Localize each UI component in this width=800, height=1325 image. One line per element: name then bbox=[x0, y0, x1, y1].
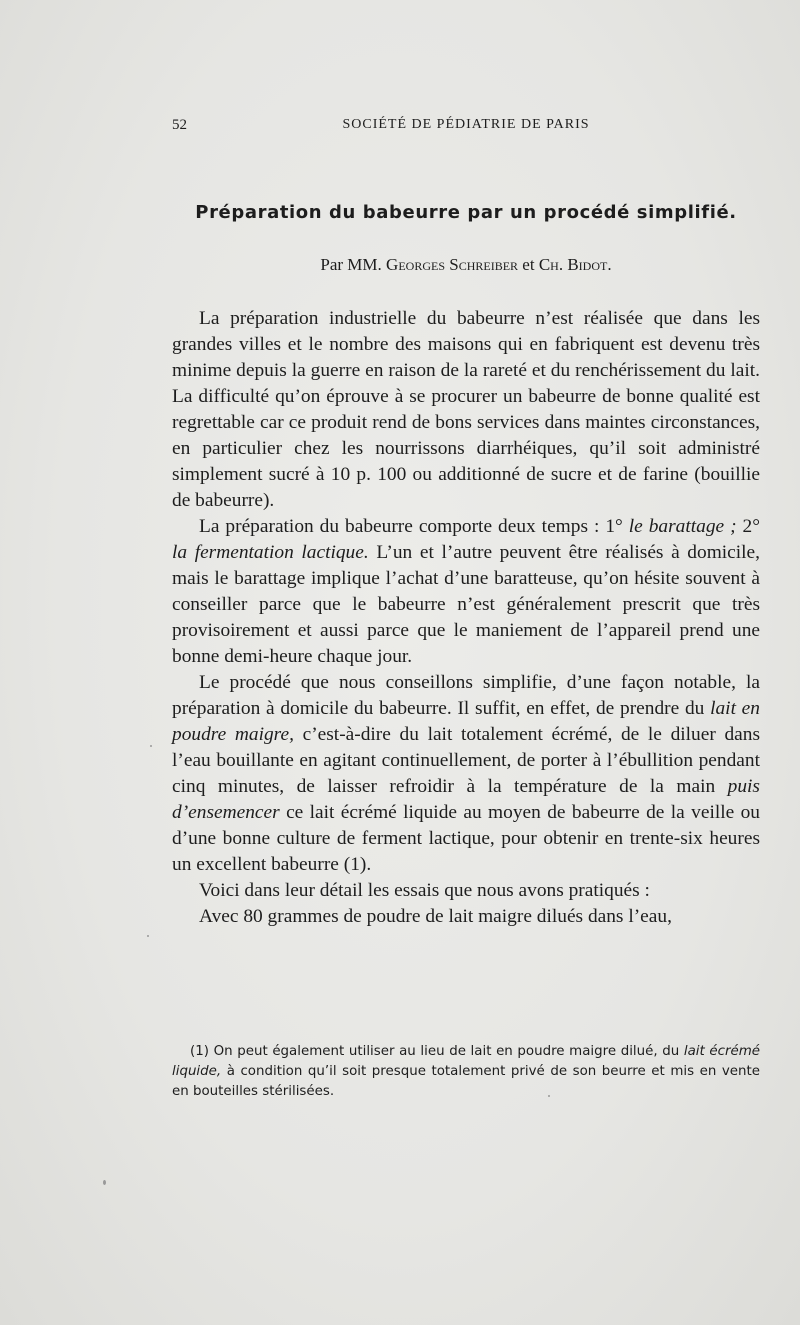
article-title: Préparation du babeurre par un procédé simplifié. bbox=[195, 202, 737, 223]
p3-text-3: ce lait écrémé liquide au moyen de babeurre de la veille ou d’une bonne culture de ferment lactique, pour obtenir en trente-six heures un excellent babeurre (1). bbox=[172, 802, 760, 875]
p2-text-2: 2° bbox=[742, 516, 760, 537]
scan-speck bbox=[147, 935, 149, 937]
footnote-1 bbox=[172, 1042, 760, 1102]
scan-speck bbox=[103, 1180, 106, 1185]
p3-italic-lait-poudre: lait en poudre maigre, bbox=[172, 698, 760, 745]
running-head: SOCIÉTÉ DE PÉDIATRIE DE PARIS bbox=[342, 117, 590, 132]
p2-text-3: L’un et l’autre peuvent être réalisés à domicile, mais le barattage implique l’achat d’une baratteuse, qu’on hésite souvent à conseiller parce que le babeurre n’est généralement prescrit que très provisoirement et aussi parce que le maniement de l’appareil prend une bonne demi-heure chaque jour. bbox=[172, 542, 761, 667]
authors-conjunction: et bbox=[522, 255, 535, 274]
paragraph-3 bbox=[172, 670, 760, 878]
paragraph-5: Avec 80 grammes de poudre de lait maigre dilués dans l’eau, bbox=[199, 906, 672, 927]
paragraph-2 bbox=[172, 514, 760, 670]
p2-italic-barattage: le barattage ; bbox=[628, 516, 737, 537]
scan-speck bbox=[548, 1095, 550, 1097]
footnote-italic: lait écrémé liquide, bbox=[172, 1044, 761, 1079]
p3-text-2: c’est-à-dire du lait totalement écrémé, de le diluer dans l’eau bouillante en agitant continuellement, de porter à l’ébullition pendant cinq minutes, de laisser refroidir à la température de la main bbox=[172, 724, 760, 797]
paragraph-4: Voici dans leur détail les essais que nous avons pratiqués : bbox=[199, 880, 650, 901]
p3-text-1: Le procédé que nous conseillons simplifie, d’une façon notable, la préparation à domicile du babeurre. Il suffit, en effet, de prendre du bbox=[172, 672, 760, 719]
p3-italic-ensemencer: puis d’ensemencer bbox=[172, 776, 760, 823]
author-schreiber: Georges Schreiber bbox=[386, 255, 519, 274]
paragraph-1: La préparation industrielle du babeurre n’est réalisée que dans les grandes villes et le nombre des maisons qui en fabriquent est devenu très minime depuis la guerre en raison de la rareté et du renchérissement du lait. La difficulté qu’on éprouve à se procurer un babeurre de bonne qualité est regrettable car ce produit rend de bons services dans maintes circonstances, en particulier chez les nourrissons diarrhéiques, qu’il soit administré simplement sucré à 10 p. 100 ou additionné de sucre et de farine (bouillie de babeurre). bbox=[172, 308, 760, 511]
page-header bbox=[172, 117, 760, 139]
p2-italic-fermentation: la fermentation lactique. bbox=[172, 542, 369, 563]
authors-prefix: Par MM. bbox=[320, 255, 382, 274]
scan-speck bbox=[150, 745, 152, 747]
page-number: 52 bbox=[172, 117, 187, 133]
footnote bbox=[172, 1042, 760, 1102]
article-body bbox=[172, 306, 760, 930]
article-authors bbox=[172, 255, 760, 275]
footnote-text-1: (1) On peut également utiliser au lieu de lait en poudre maigre dilué, du bbox=[190, 1044, 680, 1059]
p2-text-1: La préparation du babeurre comporte deux temps : 1° bbox=[199, 516, 623, 537]
footnote-text-2: à condition qu’il soit presque totalement privé de son beurre et mis en vente en bouteilles stérilisées. bbox=[172, 1064, 760, 1099]
author-bidot: Ch. Bidot. bbox=[538, 255, 612, 274]
